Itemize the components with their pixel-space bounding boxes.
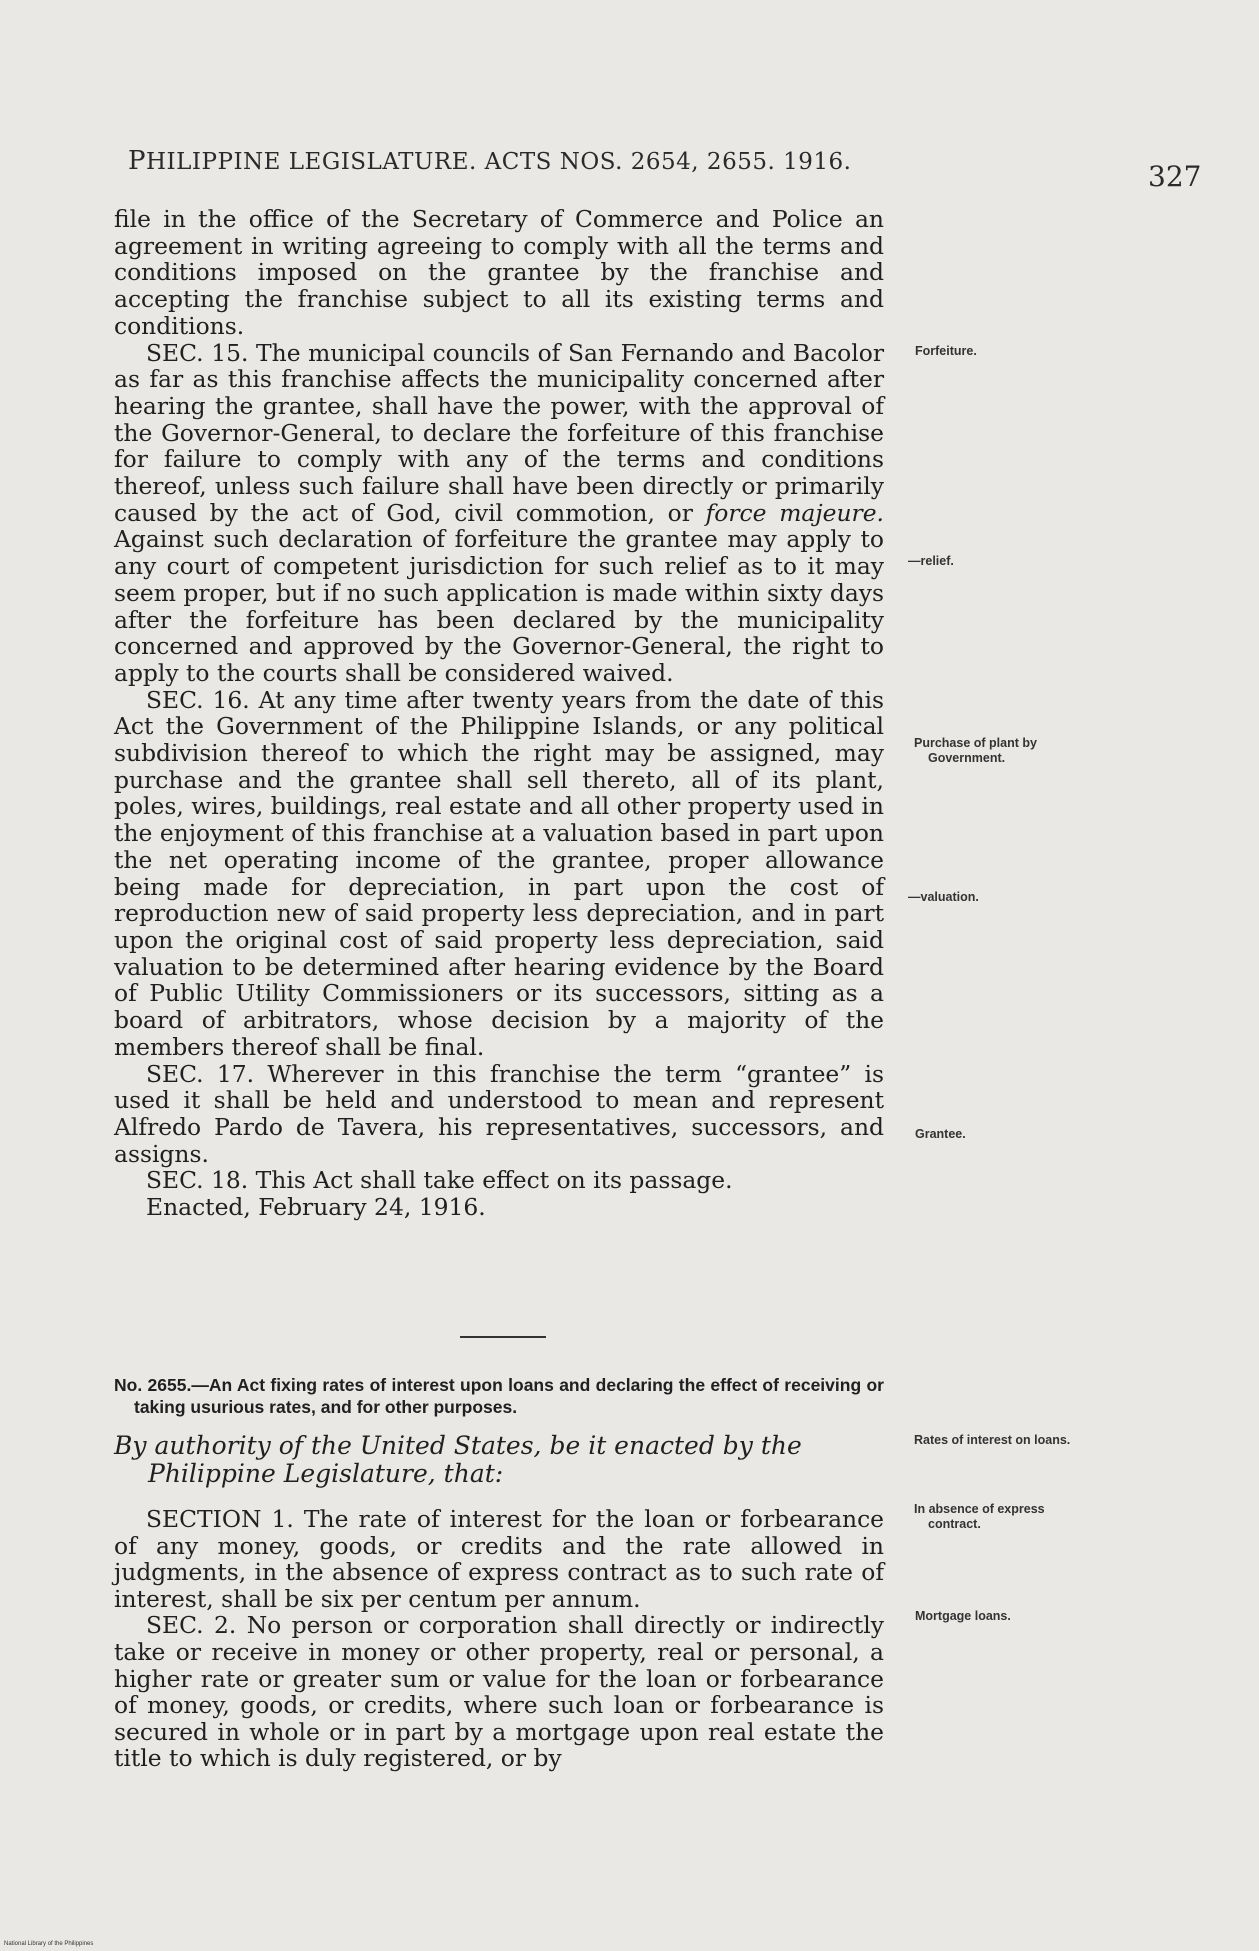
running-header (128, 146, 908, 176)
act-2655-text (114, 1506, 884, 1772)
section-divider (460, 1336, 546, 1338)
act-2655-title: No. 2655.—An Act fixing rates of interest upon loans and declaring the effect of receiving or taking usurious rates, and for other purposes. (114, 1375, 884, 1417)
act-2655-section-1-label: SECTION 1. (146, 1505, 294, 1533)
margin-note-rates: Rates of interest on loans. (914, 1433, 1071, 1447)
enacted-date: Enacted, February 24, 1916. (146, 1193, 486, 1222)
margin-note-forfeiture: Forfeiture. (915, 344, 977, 358)
opening-paragraph: file in the office of the Secretary of Commerce and Police an agreement in writing agreeing to comply with all the terms and conditions imposed on the grantee by the franchise and accepting the franchise subject to all its existing terms and conditions. (114, 205, 884, 340)
section-15-italic-phrase: force majeure. (705, 498, 884, 527)
section-18-label: SEC. 18. (146, 1166, 249, 1195)
margin-note-grantee: Grantee. (915, 1127, 966, 1141)
margin-note-mortgage: Mortgage loans. (915, 1609, 1011, 1623)
margin-note-purchase: Purchase of plant by Government. (914, 736, 1037, 765)
act-2655-section-2-text: No person or corporation shall directly or indirectly take or receive in money or other property, real or personal, a higher rate or greater sum or value for the loan or forbearance of money, goods, or credits, where such loan or forbearance is secured in whole or in part by a mortgage upon real estate the title to which is duly registered, or by (114, 1611, 884, 1773)
act-2655-section-1 (114, 1506, 884, 1612)
margin-note-relief: —relief. (908, 554, 954, 568)
act-2655-section-2-label: SEC. 2. (146, 1611, 237, 1640)
header-title: PHILIPPINE LEGISLATURE. ACTS NOS. 2654, 2655. 1916. (128, 146, 852, 176)
footer-stamp: National Library of the Philippines (4, 1941, 94, 1947)
margin-note-absence: In absence of express contract. (914, 1502, 1045, 1531)
act-2655-section-2 (114, 1612, 884, 1772)
section-18 (114, 1167, 884, 1194)
section-15-text-part2: Against such declaration of forfeiture the grantee may apply to any court of competent jurisdiction for such relief as to it may seem proper, but if no such application is made within sixty days after the forfeiture has been declared by the municipality concerned and approved by the Governor-General, the right to apply to the courts shall be considered waived. (114, 525, 884, 687)
section-15-label: SEC. 15. (146, 338, 249, 367)
section-15 (114, 340, 884, 687)
section-16 (114, 687, 884, 1061)
page-number: 327 (1148, 160, 1202, 193)
section-18-text: This Act shall take effect on its passage. (255, 1166, 733, 1195)
section-17-label: SEC. 17. (146, 1059, 255, 1088)
section-17-text: Wherever in this franchise the term “grantee” is used it shall be held and understood to mean and represent Alfredo Pardo de Tavera, his representatives, successors, and assigns. (114, 1059, 885, 1168)
margin-note-valuation: —valuation. (908, 890, 979, 904)
section-15-text-part1: The municipal councils of San Fernando and Bacolor as far as this franchise affects the municipality concerned after hearing the grantee, shall have the power, with the approval of the Governor-General, to declare the forfeiture of this franchise for failure to comply with any of the terms and conditions thereof, unless such failure shall have been directly or primarily caused by the act of God, civil commotion, or (114, 338, 884, 527)
section-17 (114, 1061, 884, 1168)
enacting-clause: By authority of the United States, be it enacted by the Philippine Legislature, that: (114, 1431, 802, 1488)
act-2655-section-1-text: The rate of interest for the loan or forbearance of any money, goods, or credits and the rate allowed in judgments, in the absence of express contract as to such rate of interest, shall be six per centum per annum. (114, 1505, 885, 1613)
section-16-label: SEC. 16. (146, 685, 250, 714)
section-16-text: At any time after twenty years from the date of this Act the Government of the Philippine Islands, or any political subdivision thereof to which the right may be assigned, may purchase and the grantee shall sell thereto, all of its plant, poles, wires, buildings, real estate and all other property used in the enjoyment of this franchise at a valuation based in part upon the net operating income of the grantee, proper allowance being made for depreciation, in part upon the cost of reproduction new of said property less depreciation, and in part upon the original cost of said property less depreciation, said valuation to be determined after hearing evidence by the Board of Public Utility Commissioners or its successors, sitting as a board of arbitrators, whose decision by a majority of the members thereof shall be final. (114, 685, 885, 1061)
act-2654-text (114, 206, 884, 1221)
